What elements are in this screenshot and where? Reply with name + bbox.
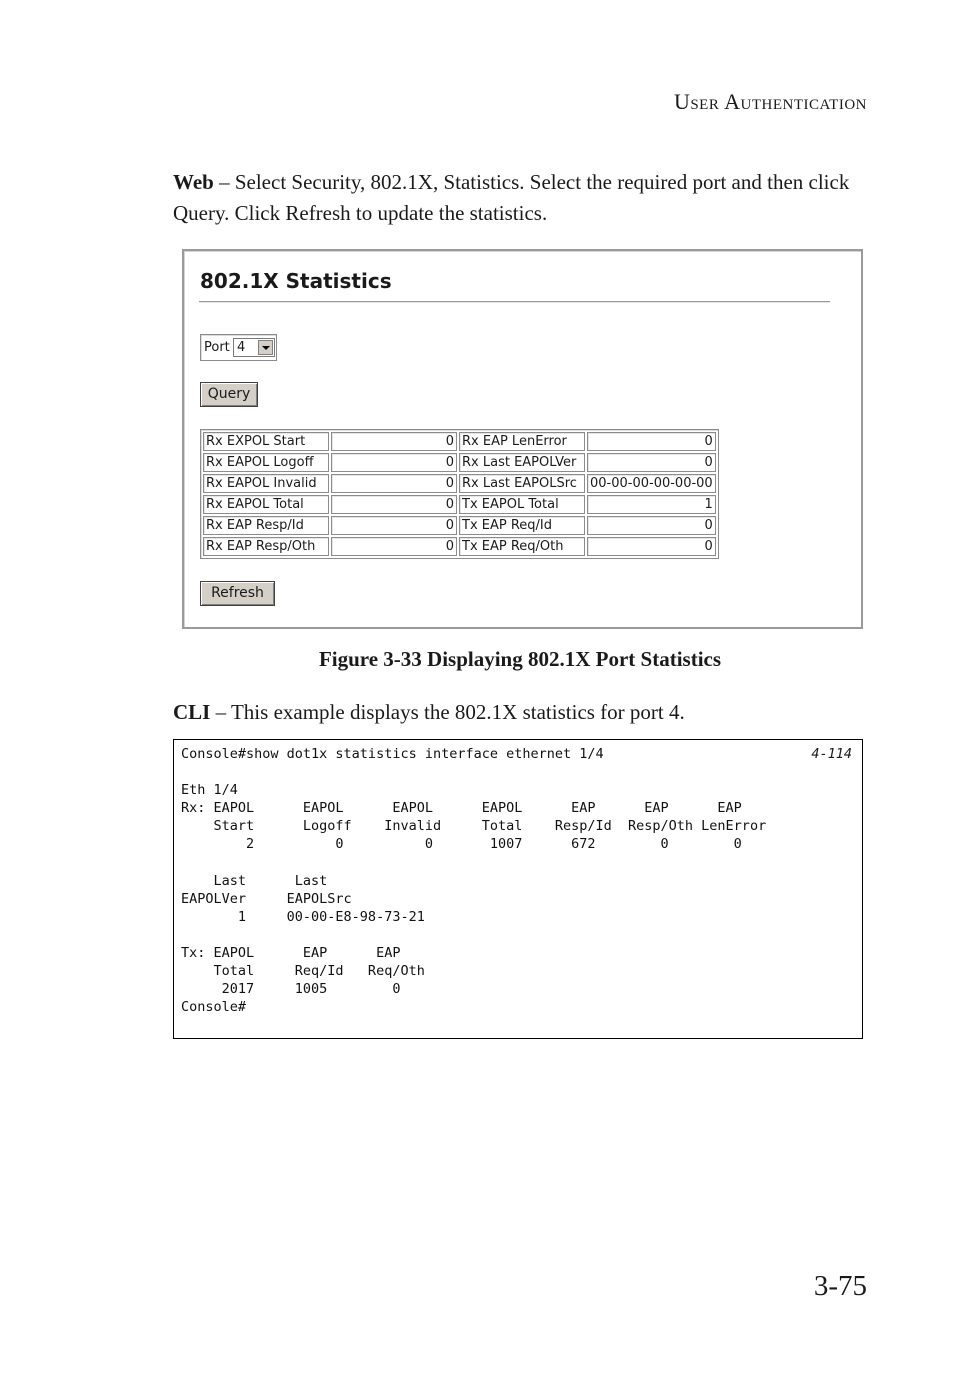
cli-line: 1 00-00-E8-98-73-21 <box>181 908 425 925</box>
cli-line: 2 0 0 1007 672 0 0 <box>181 836 742 853</box>
cli-line: Rx: EAPOL EAPOL EAPOL EAPOL EAP EAP EAP <box>181 800 742 817</box>
cli-instructions <box>173 697 873 728</box>
table-row <box>203 453 716 472</box>
port-label: Port <box>204 340 230 355</box>
cli-line: EAPOLVer EAPOLSrc <box>181 890 352 907</box>
stat-label: Rx EAP Resp/Oth <box>203 537 329 556</box>
stat-label: Rx EAP Resp/Id <box>203 516 329 535</box>
cli-line: Console#show dot1x statistics interface ethernet 1/4 <box>181 746 604 762</box>
page-number: 3-75 <box>813 1270 867 1302</box>
port-select[interactable] <box>233 338 275 357</box>
stat-value: 0 <box>331 516 457 535</box>
cli-output <box>181 745 766 1016</box>
stat-label: Rx EAPOL Logoff <box>203 453 329 472</box>
stat-value: 0 <box>587 537 716 556</box>
cli-line: Start Logoff Invalid Total Resp/Id Resp/Oth LenError <box>181 818 767 835</box>
stat-label: Rx Last EAPOLVer <box>459 453 585 472</box>
stat-label: Rx EAPOL Total <box>203 495 329 514</box>
statistics-table <box>200 429 719 559</box>
stat-label: Rx Last EAPOLSrc <box>459 474 585 493</box>
cli-lead: CLI <box>173 700 211 724</box>
refresh-button[interactable]: Refresh <box>200 581 275 606</box>
table-row <box>203 474 716 493</box>
cli-text: – This example displays the 802.1X statistics for port 4. <box>210 700 685 724</box>
table-row <box>203 516 716 535</box>
stat-value: 0 <box>587 432 716 451</box>
screenshot-title: 802.1X Statistics <box>200 269 392 293</box>
stat-value: 0 <box>587 453 716 472</box>
web-text: – Select Security, 802.1X, Statistics. Select the required port and then click Query. Click Refresh to update the statistics. <box>173 170 850 225</box>
stat-value: 00-00-00-00-00-00 <box>587 474 716 493</box>
stat-label: Rx EXPOL Start <box>203 432 329 451</box>
cli-example <box>173 739 863 1039</box>
stat-label: Tx EAP Req/Id <box>459 516 585 535</box>
running-head: User Authentication <box>673 89 867 114</box>
stat-value: 0 <box>331 432 457 451</box>
cli-line: Total Req/Id Req/Oth <box>181 963 425 980</box>
command-reference: 4-114 <box>811 746 852 762</box>
screenshot-802-1x-statistics <box>182 249 863 629</box>
cli-line: Tx: EAPOL EAP EAP <box>181 945 401 962</box>
stat-label: Tx EAPOL Total <box>459 495 585 514</box>
chevron-down-icon[interactable] <box>258 340 273 355</box>
stat-value: 0 <box>331 537 457 556</box>
cli-line: Last Last <box>181 872 328 889</box>
table-row <box>203 432 716 451</box>
cli-line: Eth 1/4 <box>181 782 238 799</box>
query-button[interactable]: Query <box>200 382 258 407</box>
title-rule <box>199 301 830 303</box>
web-instructions <box>173 167 873 229</box>
table-row <box>203 495 716 514</box>
web-lead: Web <box>173 170 214 194</box>
cli-line: Console# <box>181 999 247 1016</box>
figure-caption: Figure 3-33 Displaying 802.1X Port Statistics <box>318 647 722 671</box>
stat-label: Rx EAPOL Invalid <box>203 474 329 493</box>
stat-value: 1 <box>587 495 716 514</box>
stat-label: Tx EAP Req/Oth <box>459 537 585 556</box>
stat-value: 0 <box>331 453 457 472</box>
cli-line: 2017 1005 0 <box>181 981 401 998</box>
stat-label: Rx EAP LenError <box>459 432 585 451</box>
port-selector-group <box>200 334 277 361</box>
stat-value: 0 <box>587 516 716 535</box>
stat-value: 0 <box>331 474 457 493</box>
stat-value: 0 <box>331 495 457 514</box>
port-select-value: 4 <box>237 340 246 355</box>
table-row <box>203 537 716 556</box>
